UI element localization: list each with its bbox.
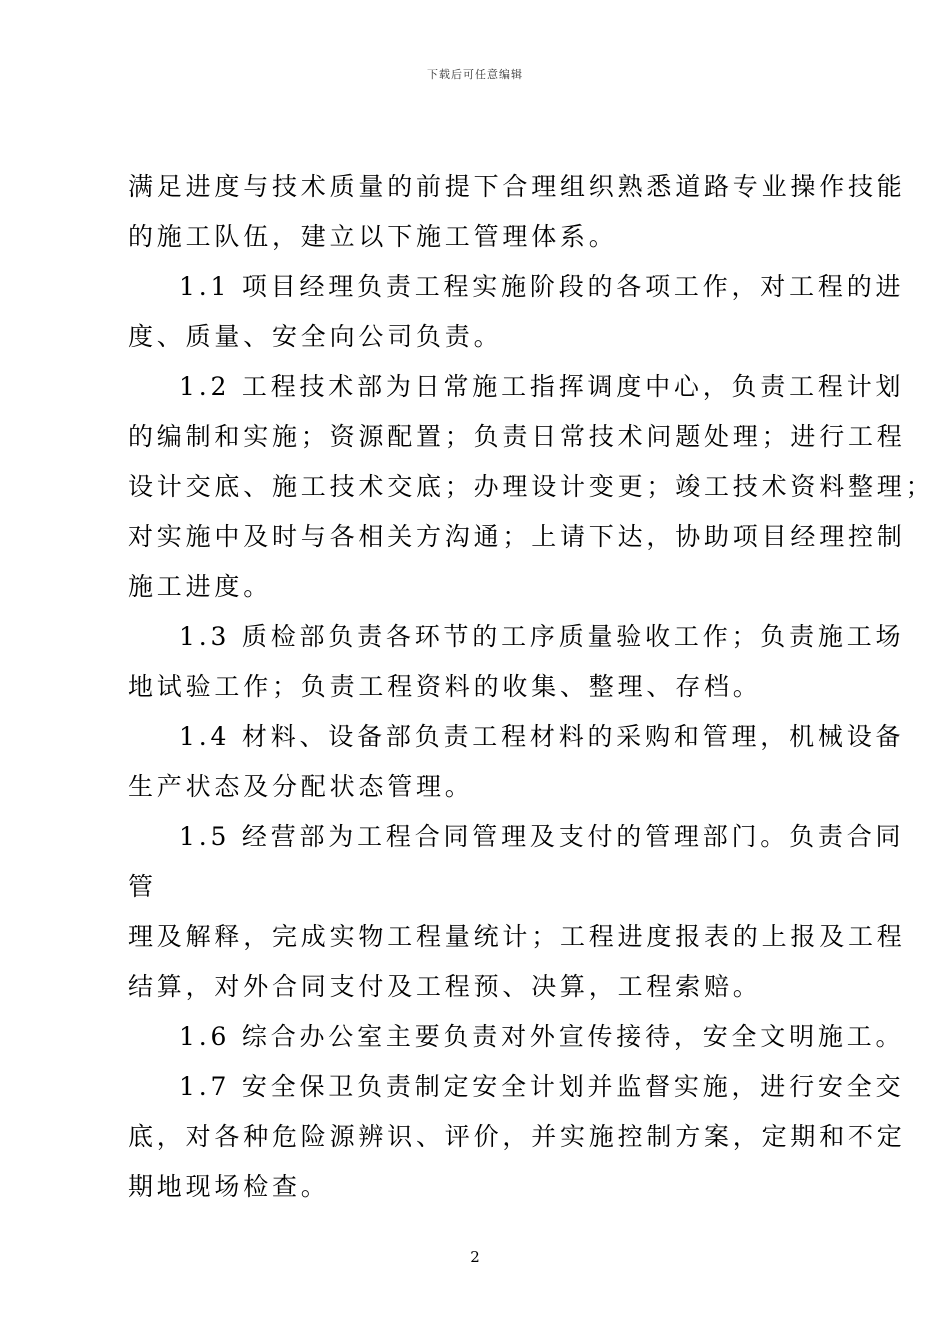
text-line: 期地现场检查。: [128, 1172, 330, 1201]
text-line: 底，对各种危险源辨识、评价，并实施控制方案，定期和不定: [128, 1122, 906, 1151]
text-line: 生产状态及分配状态管理。: [128, 772, 474, 801]
text-line: 1.2 工程技术部为日常施工指挥调度中心，负责工程计划: [179, 372, 905, 401]
text-line: 的编制和实施；资源配置；负责日常技术问题处理；进行工程: [128, 422, 906, 451]
page-number: 2: [470, 1248, 480, 1266]
text-line: 管: [128, 872, 157, 901]
text-line: 设计交底、施工技术交底；办理设计变更；竣工技术资料整理；: [128, 472, 935, 501]
text-line: 1.6 综合办公室主要负责对外宣传接待，安全文明施工。: [179, 1022, 905, 1051]
header-note: 下载后可任意编辑: [427, 68, 523, 81]
text-line: 1.1 项目经理负责工程实施阶段的各项工作，对工程的进: [179, 272, 905, 301]
text-line: 1.5 经营部为工程合同管理及支付的管理部门。负责合同: [179, 822, 905, 851]
text-line: 施工进度。: [128, 572, 273, 601]
text-line: 地试验工作；负责工程资料的收集、整理、存档。: [128, 672, 762, 701]
text-line: 1.4 材料、设备部负责工程材料的采购和管理，机械设备: [179, 722, 905, 751]
text-line: 结算，对外合同支付及工程预、决算，工程索赔。: [128, 972, 762, 1001]
body-text: [128, 162, 935, 1212]
text-line: 1.3 质检部负责各环节的工序质量验收工作；负责施工场: [179, 622, 905, 651]
text-line: 满足进度与技术质量的前提下合理组织熟悉道路专业操作技能: [128, 172, 906, 201]
text-line: 1.7 安全保卫负责制定安全计划并监督实施，进行安全交: [179, 1072, 905, 1101]
text-line: 度、质量、安全向公司负责。: [128, 322, 503, 351]
text-line: 对实施中及时与各相关方沟通；上请下达，协助项目经理控制: [128, 522, 906, 551]
text-line: 的施工队伍，建立以下施工管理体系。: [128, 222, 618, 251]
text-line: 理及解释，完成实物工程量统计；工程进度报表的上报及工程: [128, 922, 906, 951]
